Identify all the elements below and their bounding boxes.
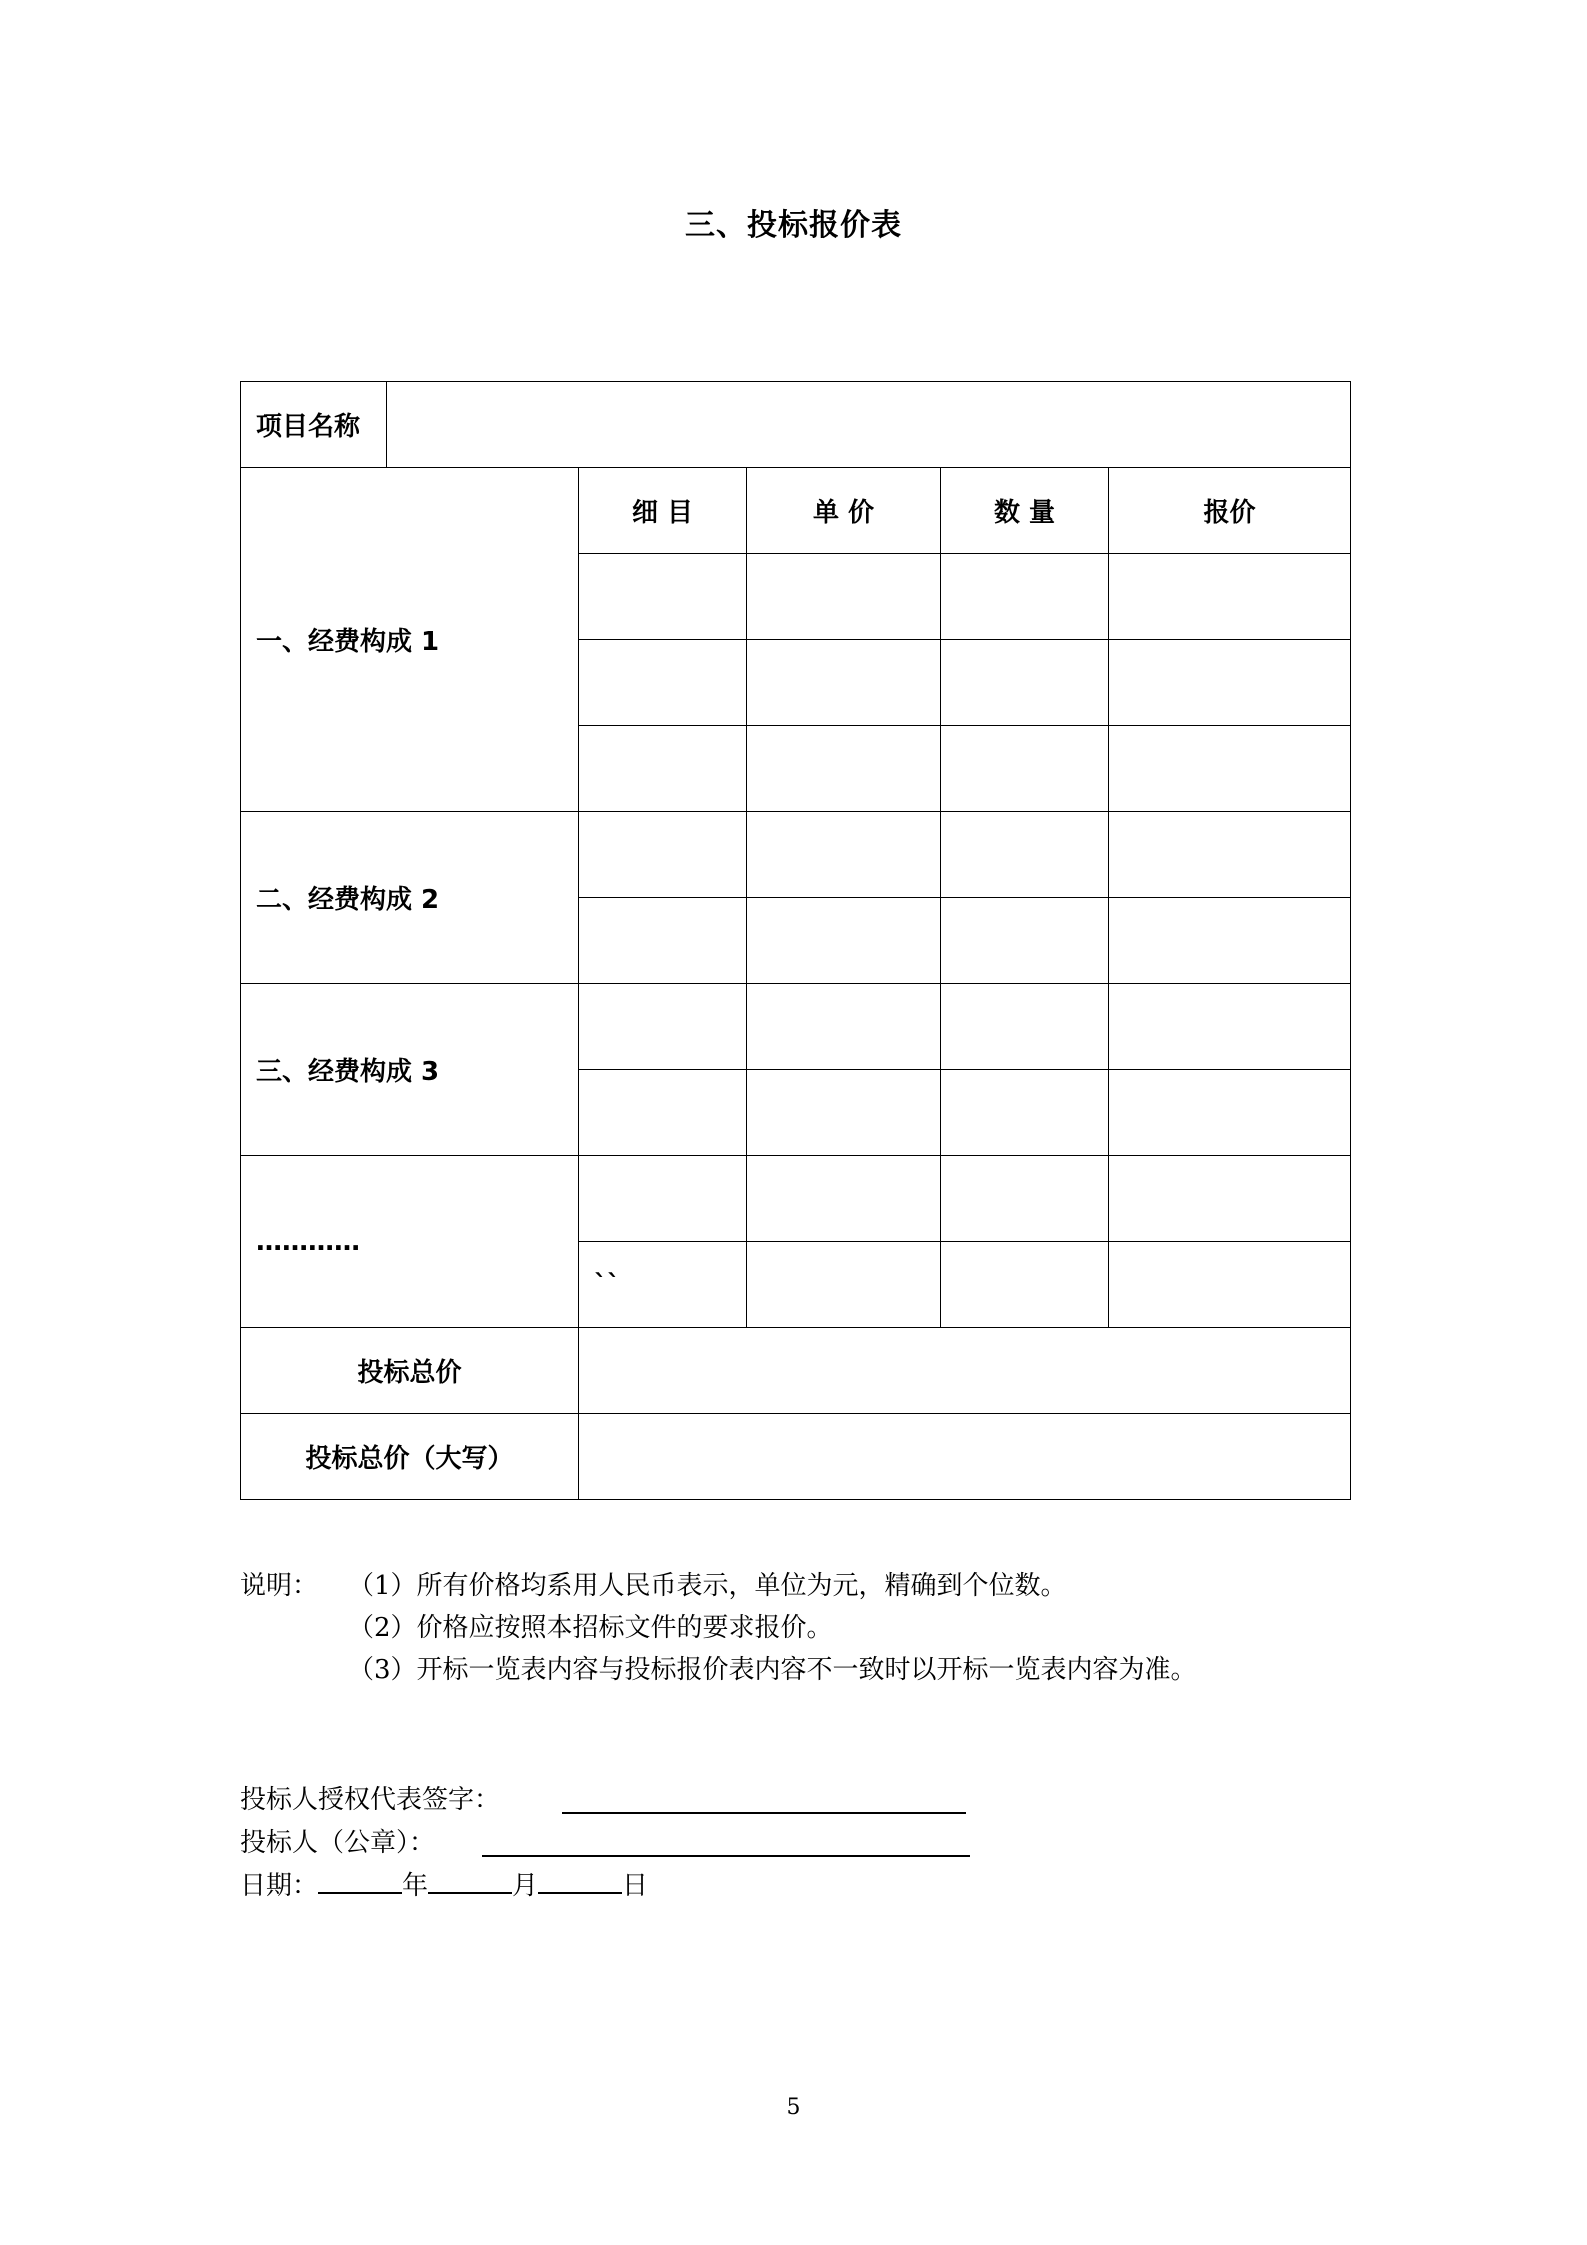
quote-cell[interactable] [1109, 1156, 1351, 1242]
table-header-row [241, 468, 1351, 554]
month-blank[interactable] [428, 1866, 512, 1894]
quote-cell[interactable] [1109, 984, 1351, 1070]
quote-cell[interactable] [1109, 1070, 1351, 1156]
page-title: 三、投标报价表 [685, 208, 902, 243]
notes-label: 说明： [240, 1571, 319, 1601]
item-cell[interactable] [579, 1070, 747, 1156]
category-1-label: 一、经费构成 1 [241, 468, 579, 812]
quote-cell[interactable] [1109, 726, 1351, 812]
total-upper-value[interactable] [579, 1414, 1351, 1500]
unit-price-cell[interactable] [747, 554, 941, 640]
unit-price-cell[interactable] [747, 984, 941, 1070]
item-cell[interactable] [579, 1156, 747, 1242]
quantity-cell[interactable] [941, 984, 1109, 1070]
item-cell-mark[interactable]: `` [579, 1242, 747, 1328]
date-label: 日期： [240, 1871, 319, 1901]
quantity-cell[interactable] [941, 640, 1109, 726]
header-unit-price: 单 价 [747, 468, 941, 554]
quote-cell[interactable] [1109, 1242, 1351, 1328]
quantity-cell[interactable] [941, 812, 1109, 898]
year-label: 年 [402, 1871, 429, 1901]
total-upper-row [241, 1414, 1351, 1500]
year-blank[interactable] [318, 1866, 402, 1894]
quote-cell[interactable] [1109, 554, 1351, 640]
rep-signature-line[interactable] [562, 1812, 966, 1814]
unit-price-cell[interactable] [747, 1242, 941, 1328]
total-row [241, 1328, 1351, 1414]
total-value[interactable] [579, 1328, 1351, 1414]
day-label: 日 [622, 1871, 649, 1901]
quantity-cell[interactable] [941, 726, 1109, 812]
bid-price-table [240, 381, 1351, 1500]
table-row [241, 1156, 1351, 1242]
total-label: 投标总价 [241, 1328, 579, 1414]
quote-cell[interactable] [1109, 898, 1351, 984]
table-row [241, 984, 1351, 1070]
note-item: （3）开标一览表内容与投标报价表内容不一致时以开标一览表内容为准。 [348, 1655, 1197, 1685]
quantity-cell[interactable] [941, 1156, 1109, 1242]
rep-signature-label: 投标人授权代表签字： [240, 1785, 501, 1815]
table-row [241, 812, 1351, 898]
note-item: （2）价格应按照本招标文件的要求报价。 [348, 1613, 833, 1643]
quantity-cell[interactable] [941, 1070, 1109, 1156]
unit-price-cell[interactable] [747, 1070, 941, 1156]
month-label: 月 [512, 1871, 539, 1901]
header-quantity: 数 量 [941, 468, 1109, 554]
date-row [240, 1865, 648, 1902]
item-cell[interactable] [579, 554, 747, 640]
unit-price-cell[interactable] [747, 726, 941, 812]
seal-line[interactable] [482, 1855, 970, 1857]
item-cell[interactable] [579, 640, 747, 726]
item-cell[interactable] [579, 726, 747, 812]
project-name-value[interactable] [387, 382, 1351, 468]
project-name-label: 项目名称 [241, 382, 387, 468]
unit-price-cell[interactable] [747, 640, 941, 726]
quantity-cell[interactable] [941, 898, 1109, 984]
category-3-label: 三、经费构成 3 [241, 984, 579, 1156]
unit-price-cell[interactable] [747, 812, 941, 898]
seal-label: 投标人（公章）： [240, 1828, 436, 1858]
category-2-label: 二、经费构成 2 [241, 812, 579, 984]
quote-cell[interactable] [1109, 640, 1351, 726]
item-cell[interactable] [579, 812, 747, 898]
item-cell[interactable] [579, 898, 747, 984]
day-blank[interactable] [538, 1866, 622, 1894]
unit-price-cell[interactable] [747, 898, 941, 984]
quantity-cell[interactable] [941, 554, 1109, 640]
note-item: （1）所有价格均系用人民币表示，单位为元，精确到个位数。 [348, 1571, 1067, 1601]
notes [240, 1565, 1197, 1691]
unit-price-cell[interactable] [747, 1156, 941, 1242]
item-cell[interactable] [579, 984, 747, 1070]
header-item: 细 目 [579, 468, 747, 554]
quantity-cell[interactable] [941, 1242, 1109, 1328]
category-more-label: ………… [241, 1156, 579, 1328]
quote-cell[interactable] [1109, 812, 1351, 898]
project-name-row [241, 382, 1351, 468]
total-upper-label: 投标总价（大写） [241, 1414, 579, 1500]
header-quote: 报价 [1109, 468, 1351, 554]
page-number: 5 [786, 2095, 801, 2120]
